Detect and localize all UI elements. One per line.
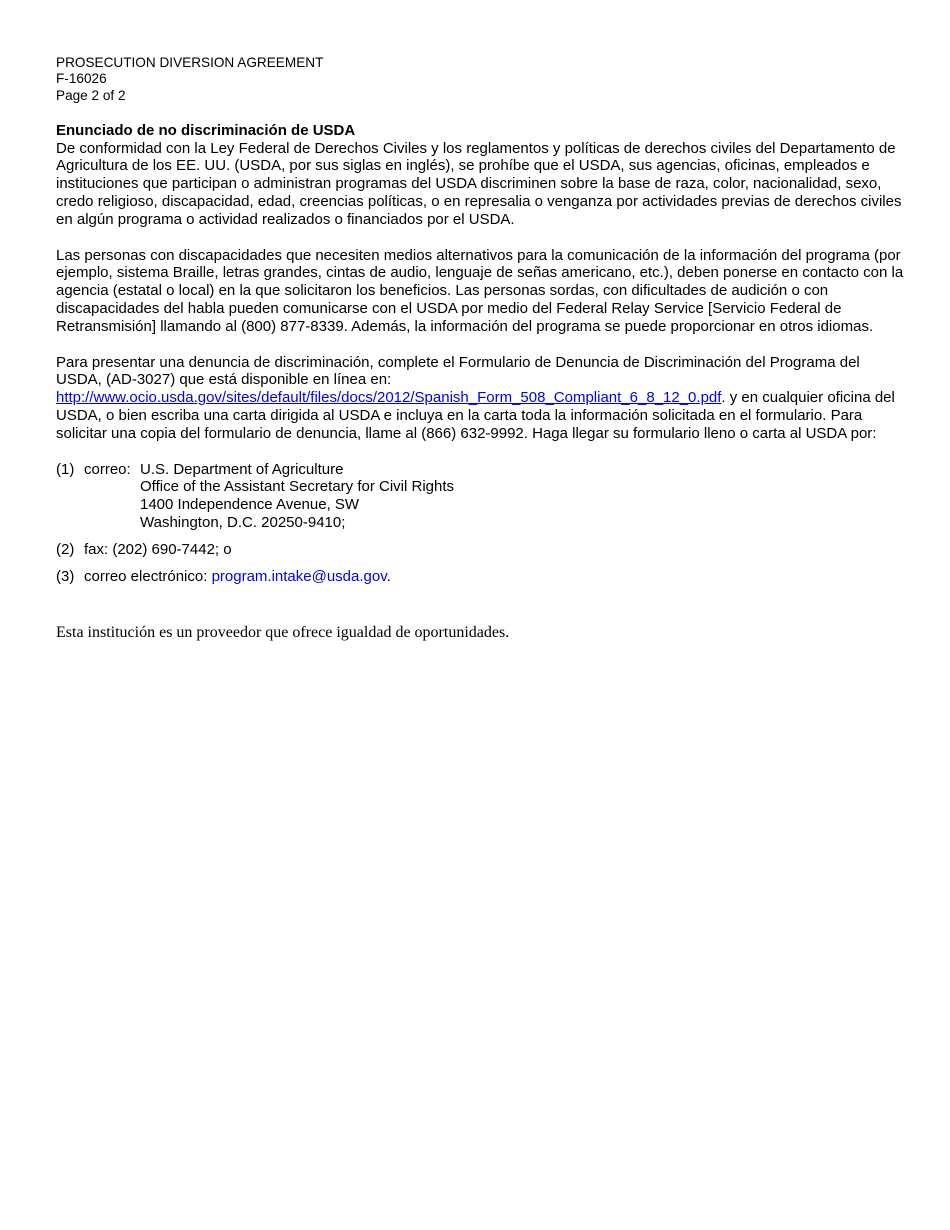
list-number: (2) [56,540,75,558]
complaint-form-link[interactable]: http://www.ocio.usda.gov/sites/default/files/docs/2012/Spanish_Form_508_Compliant_6_8_12_0.pdf [56,389,722,407]
address-line: Washington, D.C. 20250-9410; [140,514,346,532]
list-number: (3) [56,567,75,585]
mail-label: correo: [84,460,131,478]
page-number: Page 2 of 2 [56,87,126,103]
list-item-mail [56,461,906,532]
address-line: U.S. Department of Agriculture [140,460,344,478]
form-number: F-16026 [56,71,107,87]
fax-text: fax: (202) 690-7442; o [84,540,232,558]
address-line: Office of the Assistant Secretary for Civil Rights [140,478,455,496]
document-header [56,55,906,104]
statement-paragraph-2: Las personas con discapacidades que necesiten medios alternativos para la comunicación de la información del programa (por ejemplo, sistema Braille, letras grandes, cintas de audio, lenguaje de señas americano, etc.), deben ponerse en contacto con la agencia (estatal o local) en la que solicitaron los beneficios. Las personas sordas, con dificultades de audición o con discapacidades del habla pueden comunicarse con el USDA por medio del Federal Relay Service [Servicio Federal de Retransmisión] llamando al (800) 877-8339. Además, la información del programa se puede proporcionar en otros idiomas. [56,246,904,335]
header-title: PROSECUTION DIVERSION AGREEMENT [56,55,324,70]
mailing-address [140,461,454,532]
paragraph-3-intro: Para presentar una denuncia de discriminación, complete el Formulario de Denuncia de Discriminación del Programa del USDA, (AD-3027) que está disponible en línea en: [56,353,860,389]
paragraph-3-rest: . y en cualquier oficina del USDA, o bien escriba una carta dirigida al USDA e incluya en la carta toda la información solicitada en el formulario. Para solicitar una copia del formulario de denuncia, llame al (866) 632-9992. Haga llegar su formulario lleno o carta al USDA por: [56,389,895,442]
email-link[interactable]: program.intake@usda.gov [211,567,387,585]
statement-body [56,140,906,443]
document-page [56,55,906,642]
contact-methods-list [56,461,906,586]
email-line [84,568,391,586]
address-line: 1400 Independence Avenue, SW [140,496,360,514]
email-label: correo electrónico: [84,567,212,585]
equal-opportunity-statement: Esta institución es un proveedor que ofrece igualdad de oportunidades. [56,624,510,642]
list-number: (1) [56,460,75,478]
list-item-email [56,568,906,586]
statement-paragraph-1: De conformidad con la Ley Federal de Derechos Civiles y los reglamentos y políticas de derechos civiles del Departamento de Agricultura de los EE. UU. (USDA, por sus siglas en inglés), se prohíbe que el USDA, sus agencias, oficinas, empleados e instituciones que participan o administran programas del USDA discriminen sobre la base de raza, color, nacionalidad, sexo, credo religioso, discapacidad, edad, creencias políticas, o en represalia o venganza por actividades previas de derechos civiles en algún programa o actividad realizados o financiados por el USDA. [56,139,902,228]
statement-heading: Enunciado de no discriminación de USDA [56,121,356,139]
list-item-fax [56,541,906,559]
email-suffix: . [386,567,391,585]
statement-paragraph-3 [56,354,906,443]
